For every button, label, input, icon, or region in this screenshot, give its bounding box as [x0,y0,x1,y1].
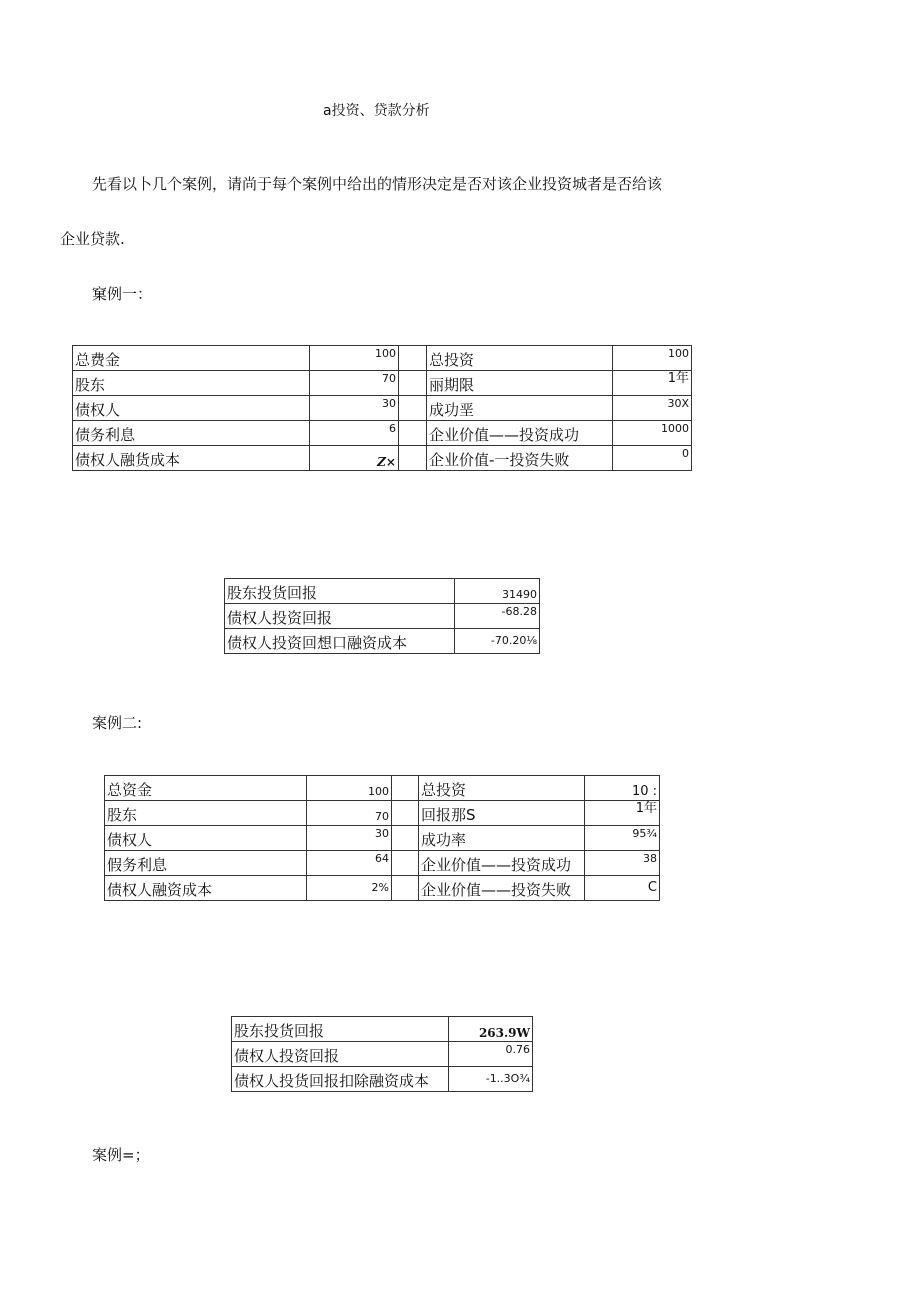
param-label: 债务利息 [73,421,310,446]
return-value: -68.28 [455,604,540,629]
param-label: 股东 [73,371,310,396]
table-row [232,1067,533,1092]
param-value: 30X [613,396,692,421]
return-label: 债权人投货回报扣除融资成本 [232,1067,449,1092]
case1-params-table [72,345,692,471]
table-row [225,604,540,629]
spacer-cell [399,446,427,471]
param-label: 企业价值-一投资失败 [427,446,613,471]
param-value: 70 [310,371,399,396]
return-label: 股东投货回报 [225,579,455,604]
param-value: 100 [310,346,399,371]
spacer-cell [399,346,427,371]
return-value: 0.76 [449,1042,533,1067]
table-row [73,346,692,371]
intro-paragraph-line2: 企业贷款. [60,230,125,248]
param-label: 总资金 [105,776,307,801]
case2-returns-table [231,1016,533,1092]
return-label: 债权人投资回报 [232,1042,449,1067]
spacer-cell [399,421,427,446]
param-value: 95¾ [585,826,660,851]
return-label: 股东投货回报 [232,1017,449,1042]
table-row [105,876,660,901]
return-value: -1..3O¾ [449,1067,533,1092]
param-value: 1年 [585,801,660,826]
param-value: 2% [307,876,392,901]
param-value: C [585,876,660,901]
spacer-cell [392,801,419,826]
param-value: 100 [307,776,392,801]
case1-heading: 窠例一： [92,285,153,303]
table-row [73,396,692,421]
table-row [73,371,692,396]
param-label: 总费金 [73,346,310,371]
param-label: 债权人融货成本 [73,446,310,471]
param-value: 1000 [613,421,692,446]
param-value: 38 [585,851,660,876]
return-label: 债权人投资回想口融资成本 [225,629,455,654]
param-label: 假务利息 [105,851,307,876]
spacer-cell [392,776,419,801]
spacer-cell [392,851,419,876]
table-row [105,776,660,801]
param-value: 30 [307,826,392,851]
param-value: 70 [307,801,392,826]
return-value: -70.20⅛ [455,629,540,654]
param-label: 成功率 [419,826,585,851]
case2-heading: 案例二: [92,714,143,732]
param-value: 100 [613,346,692,371]
table-row [73,446,692,471]
param-value: 30 [310,396,399,421]
table-row [105,801,660,826]
param-label: 债权人 [105,826,307,851]
case3-heading: 案例=； [92,1146,150,1164]
table-row [73,421,692,446]
param-value: 0 [613,446,692,471]
param-label: 总投资 [427,346,613,371]
param-label: 企业价值——投资成功 [419,851,585,876]
table-row [225,579,540,604]
document-title: a投资、贷款分析 [323,103,430,119]
table-row [105,826,660,851]
spacer-cell [392,876,419,901]
param-label: 回报那S [419,801,585,826]
param-label: 总投资 [419,776,585,801]
spacer-cell [399,371,427,396]
return-value: 263.9W [449,1017,533,1042]
case1-returns-table [224,578,540,654]
param-label: 债权人 [73,396,310,421]
param-label: 企业价值——投资失败 [419,876,585,901]
intro-paragraph-line1: 先看以卜几个案例，请尚于每个案例中给出的情形决定是否对该企业投资城者是否给该 [92,175,663,193]
param-value: Z× [310,446,399,471]
table-row [105,851,660,876]
table-row [232,1017,533,1042]
param-value: 6 [310,421,399,446]
param-value: 1年 [613,371,692,396]
return-value: 31490 [455,579,540,604]
table-row [225,629,540,654]
spacer-cell [392,826,419,851]
table-row [232,1042,533,1067]
param-label: 企业价值——投资成功 [427,421,613,446]
spacer-cell [399,396,427,421]
param-value: 10 : [585,776,660,801]
return-label: 债权人投资回报 [225,604,455,629]
param-label: 债权人融资成本 [105,876,307,901]
param-label: 股东 [105,801,307,826]
param-label: 丽期限 [427,371,613,396]
case2-params-table [104,775,660,901]
param-value: 64 [307,851,392,876]
param-label: 成功垩 [427,396,613,421]
